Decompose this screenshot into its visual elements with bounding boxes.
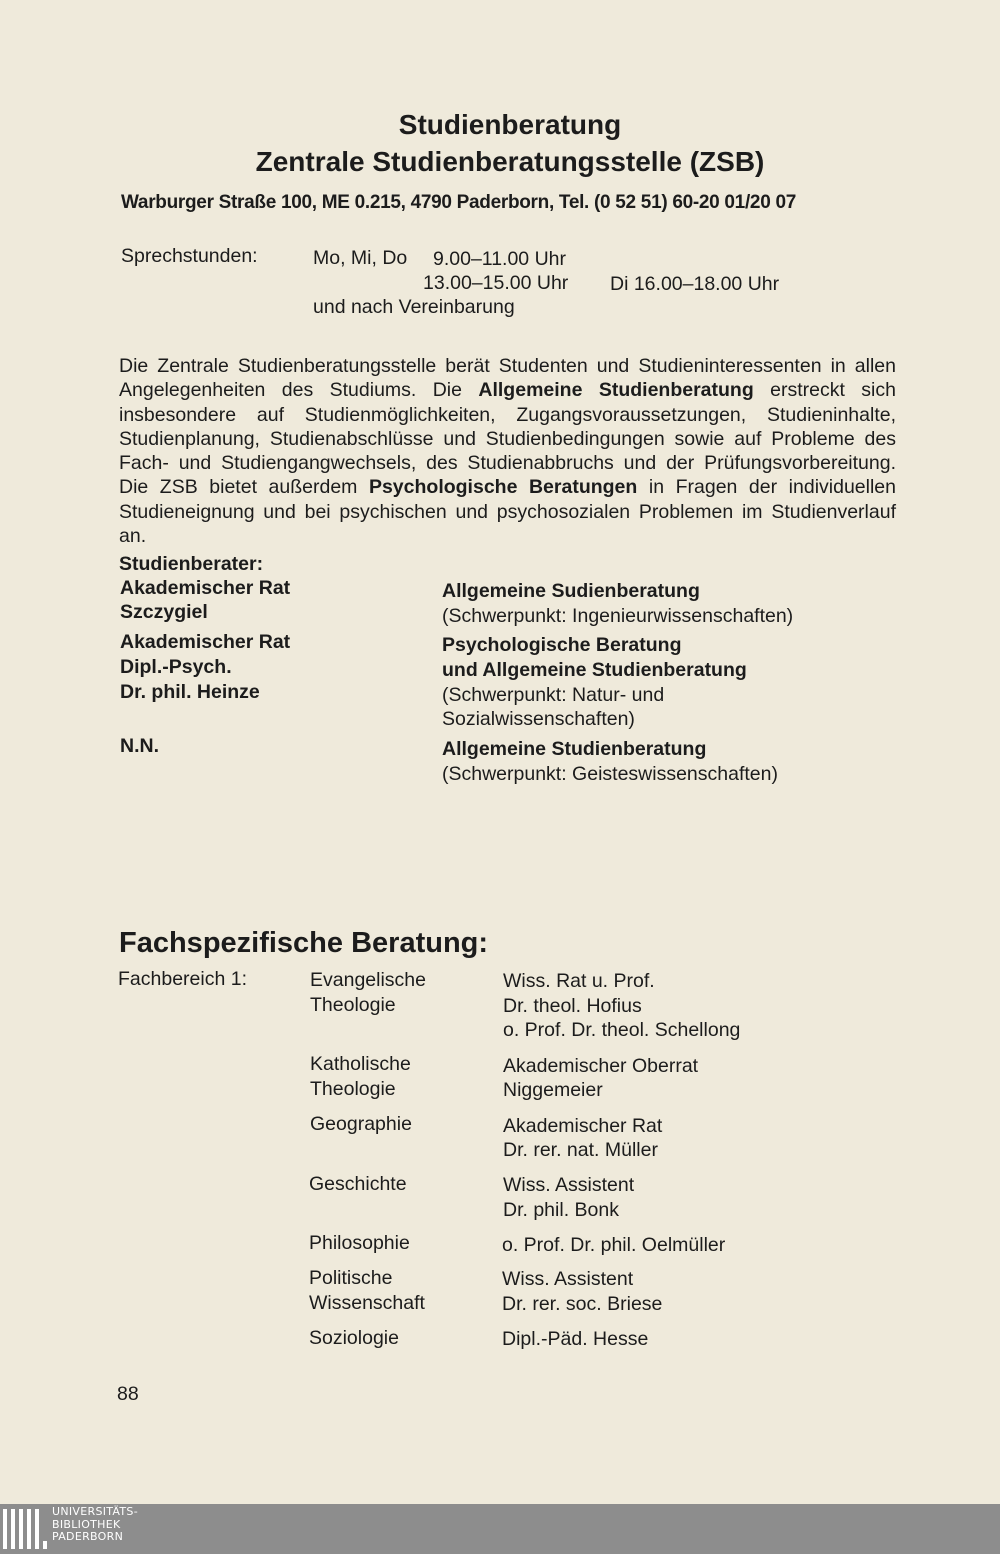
- hours-time-1: 9.00–11.00 Uhr: [433, 248, 566, 270]
- advisor-2-name-2: Dipl.-Psych.: [120, 656, 232, 678]
- fach-dept-label: Fachbereich 1:: [118, 968, 247, 990]
- intro-text-3: in Fragen der individuellen Studieneignung und bei psychischen und psychosozialen Problemen im Studienverlauf an.: [119, 476, 896, 548]
- fach-person: Dipl.-Päd. Hesse: [502, 1328, 649, 1350]
- fach-person: Dr. rer. nat. Müller: [503, 1139, 658, 1161]
- fach-subject: Theologie: [310, 994, 396, 1016]
- library-footer: [0, 1504, 1000, 1554]
- library-logo-line: BIBLIOTHEK: [52, 1517, 121, 1531]
- hours-time-2: 13.00–15.00 Uhr: [423, 272, 569, 294]
- fach-subject: Philosophie: [309, 1232, 410, 1254]
- intro-bold-1: Allgemeine Studienberatung: [478, 379, 754, 402]
- advisor-3-role-2: (Schwerpunkt: Geisteswissenschaften): [442, 763, 778, 785]
- fach-person: Akademischer Oberrat: [503, 1055, 699, 1077]
- advisor-3-role-1: Allgemeine Studienberatung: [442, 738, 707, 760]
- hours-days: Mo, Mi, Do: [313, 247, 408, 269]
- address-line: Warburger Straße 100, ME 0.215, 4790 Paderborn, Tel. (0 52 51) 60-20 01/20 07: [121, 192, 796, 213]
- fach-subject: Wissenschaft: [309, 1292, 425, 1314]
- advisor-2-role-1: Psychologische Beratung: [442, 634, 682, 656]
- intro-paragraph: [119, 354, 896, 548]
- library-logo-line: PADERBORN: [52, 1530, 124, 1543]
- advisor-2-role-4: Sozialwissenschaften): [442, 708, 635, 730]
- fach-person: Akademischer Rat: [503, 1115, 663, 1137]
- fach-person: Niggemeier: [503, 1079, 603, 1101]
- fach-subject: Katholische: [310, 1053, 411, 1075]
- hours-extra: Di 16.00–18.00 Uhr: [610, 273, 780, 295]
- fach-subject: Theologie: [310, 1078, 396, 1100]
- library-logo-icon: [3, 1507, 47, 1551]
- advisor-2-name-3: Dr. phil. Heinze: [120, 681, 260, 703]
- advisor-1-name-2: Szczygiel: [120, 601, 208, 623]
- fach-person: Dr. rer. soc. Briese: [502, 1293, 663, 1315]
- intro-text-1: Die Zentrale Studienberatungsstelle berät Studenten und Studieninteressenten in allen Angelegenheiten des Studiums. Die: [119, 355, 896, 402]
- fach-subject: Geographie: [310, 1113, 412, 1135]
- fach-subject: Geschichte: [309, 1173, 407, 1195]
- library-logo-line: UNIVERSITÄTS-: [52, 1505, 138, 1518]
- fach-person: Wiss. Assistent: [503, 1174, 635, 1196]
- fach-person: Wiss. Assistent: [502, 1268, 634, 1290]
- advisor-2-name-1: Akademischer Rat: [120, 631, 291, 653]
- fach-person: o. Prof. Dr. phil. Oelmüller: [502, 1234, 726, 1256]
- advisor-1-role-1: Allgemeine Sudienberatung: [442, 580, 700, 602]
- page-title: Studienberatung: [398, 109, 622, 140]
- fach-person: Wiss. Rat u. Prof.: [503, 970, 655, 992]
- intro-bold-2: Psychologische Beratungen: [368, 476, 638, 499]
- advisor-3-name-1: N.N.: [120, 735, 159, 757]
- advisor-1-name-1: Akademischer Rat: [120, 577, 291, 599]
- intro-text-2: erstreckt sich insbesondere auf Studienmöglichkeiten, Zugangsvoraussetzungen, Studieninhalte, Studienplanung, Studienabschlüsse und Studienbedingungen sowie auf Probleme des Fach- und Studiengangwechsels, des Studienabbruchs und der Prüfungsvorbereitung. Die ZSB bietet außerdem: [119, 379, 896, 499]
- advisors-heading: Studienberater:: [119, 553, 264, 575]
- hours-label: Sprechstunden:: [121, 245, 258, 267]
- fach-person: Dr. phil. Bonk: [503, 1199, 619, 1221]
- fach-person: o. Prof. Dr. theol. Schellong: [503, 1019, 741, 1041]
- page-subtitle: Zentrale Studienberatungsstelle (ZSB): [255, 146, 765, 177]
- fach-heading: Fachspezifische Beratung:: [119, 927, 489, 959]
- hours-note: und nach Vereinbarung: [313, 296, 515, 318]
- fach-person: Dr. theol. Hofius: [503, 995, 642, 1017]
- page-number: 88: [117, 1383, 139, 1405]
- fach-subject: Politische: [309, 1267, 393, 1289]
- advisor-1-role-2: (Schwerpunkt: Ingenieurwissenschaften): [442, 605, 794, 627]
- advisor-2-role-2: und Allgemeine Studienberatung: [442, 659, 747, 681]
- advisor-2-role-3: (Schwerpunkt: Natur- und: [442, 684, 665, 706]
- library-logo-text: [52, 1506, 138, 1544]
- fach-subject: Evangelische: [310, 969, 426, 991]
- fach-subject: Soziologie: [309, 1327, 399, 1349]
